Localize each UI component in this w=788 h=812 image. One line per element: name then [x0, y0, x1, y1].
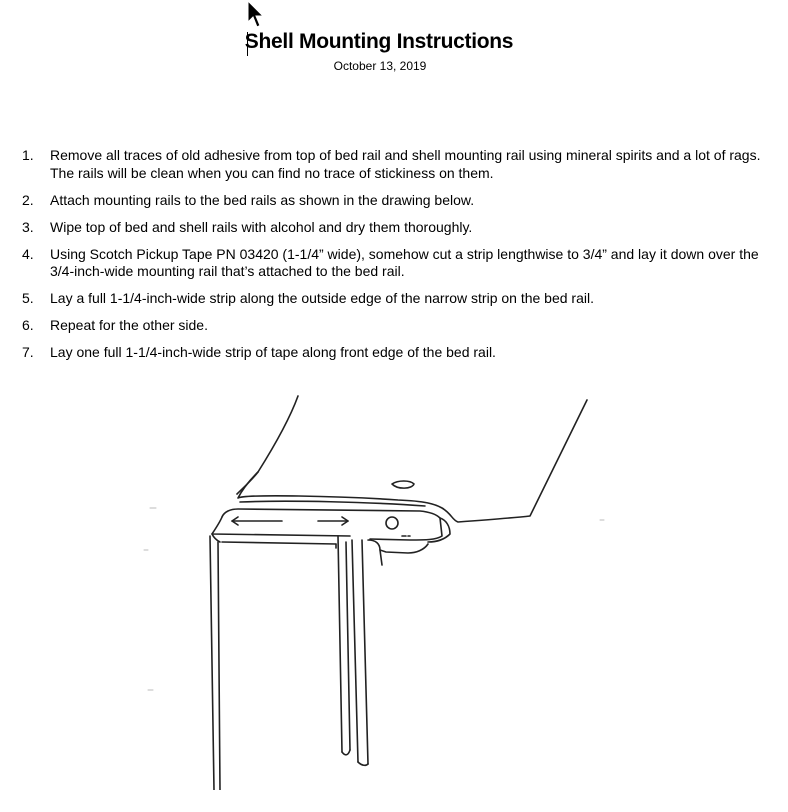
step-text: Attach mounting rails to the bed rails as shown in the drawing below.: [50, 191, 475, 208]
rail-mounting-drawing: [140, 390, 620, 790]
list-item: [22, 290, 762, 308]
step-text: Using Scotch Pickup Tape PN 03420 (1-1/4” wide), somehow cut a strip lengthwise to 3/4” and lay it down over the 3/4-inch-wide mounting rail that’s attached to the bed rail.: [50, 245, 759, 279]
step-text: Lay a full 1-1/4-inch-wide strip along the outside edge of the narrow strip on the bed rail.: [50, 290, 594, 306]
step-number: 2.: [22, 191, 34, 208]
list-item: [22, 344, 762, 362]
step-number: 1.: [22, 147, 34, 163]
step-text: Lay one full 1-1/4-inch-wide strip of tape along front edge of the bed rail.: [50, 344, 496, 360]
step-number: 7.: [22, 344, 34, 360]
arrow-pointer-icon: [247, 0, 265, 28]
list-item: [22, 192, 762, 210]
page-title: Shell Mounting Instructions: [244, 30, 514, 53]
step-number: 6.: [22, 317, 34, 333]
step-text: Repeat for the other side.: [50, 317, 208, 333]
document-date: October 13, 2019: [333, 59, 427, 73]
instruction-list: [22, 147, 762, 371]
list-item: [22, 147, 762, 182]
step-text: Remove all traces of old adhesive from top of bed rail and shell mounting rail using mineral spirits and a lot of rags. The rails will be clean when you can find no trace of stickiness on them.: [50, 147, 761, 181]
step-number: 5.: [22, 290, 34, 306]
list-item: [22, 219, 762, 237]
list-item: [22, 317, 762, 335]
step-number: 4.: [22, 245, 34, 262]
step-number: 3.: [22, 218, 34, 235]
list-item: [22, 246, 762, 281]
step-text: Wipe top of bed and shell rails with alcohol and dry them thoroughly.: [50, 218, 473, 235]
